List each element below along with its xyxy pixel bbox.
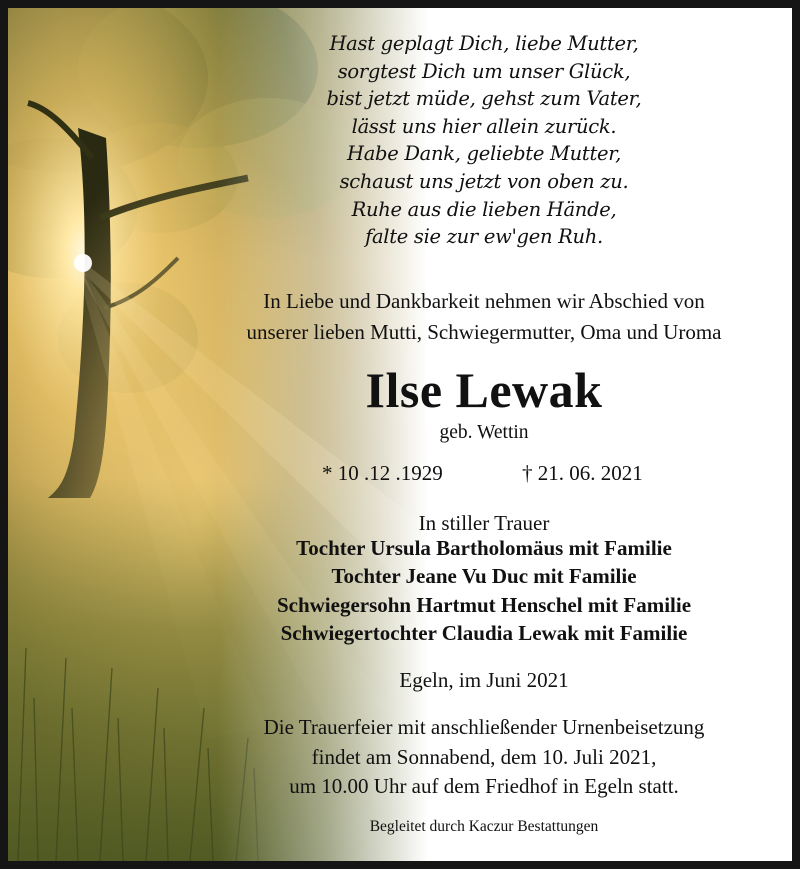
mourning-heading: In stiller Trauer [418, 511, 550, 535]
mourner-entry: Tochter Jeane Vu Duc mit Familie [331, 564, 637, 589]
ceremony-line: Die Trauerfeier mit anschließender Urnenbeisetzung [263, 715, 705, 739]
poem-line: Ruhe aus die lieben Hände, [351, 197, 617, 221]
poem-line: bist jetzt müde, gehst zum Vater, [326, 87, 642, 111]
ceremony-details [198, 713, 770, 802]
poem-line: schaust uns jetzt von oben zu. [339, 169, 629, 193]
poem-line: falte sie zur ew'gen Ruh. [365, 225, 603, 249]
intro-line: In Liebe und Dankbarkeit nehmen wir Abschied von [263, 289, 705, 313]
undertaker-credit: Begleitet durch Kaczur Bestattungen [369, 818, 599, 835]
intro-line: unserer lieben Mutti, Schwiegermutter, Oma und Uroma [246, 320, 722, 344]
deceased-name: Ilse Lewak [365, 362, 603, 418]
poem-line: lässt uns hier allein zurück. [351, 114, 617, 138]
mourner-entry: Schwiegertochter Claudia Lewak mit Familie [280, 621, 688, 646]
death-date: † 21. 06. 2021 [522, 461, 643, 485]
mourners-list [198, 534, 770, 648]
poem-line: Hast geplagt Dich, liebe Mutter, [329, 32, 639, 55]
ceremony-line: um 10.00 Uhr auf dem Friedhof in Egeln statt. [289, 774, 679, 798]
place-and-date: Egeln, im Juni 2021 [399, 668, 569, 692]
mourner-entry: Schwiegersohn Hartmut Henschel mit Familie [276, 592, 692, 617]
mourner-entry: Tochter Ursula Bartholomäus mit Familie [296, 536, 672, 560]
maiden-name: geb. Wettin [439, 422, 529, 443]
ceremony-line: findet am Sonnabend, dem 10. Juli 2021, [311, 744, 657, 769]
farewell-intro [198, 286, 770, 348]
poem-line: sorgtest Dich um unser Glück, [337, 59, 631, 83]
birth-date: * 10 .12 .1929 [322, 461, 443, 485]
memorial-poem [198, 30, 770, 251]
poem-line: Habe Dank, geliebte Mutter, [347, 142, 621, 166]
